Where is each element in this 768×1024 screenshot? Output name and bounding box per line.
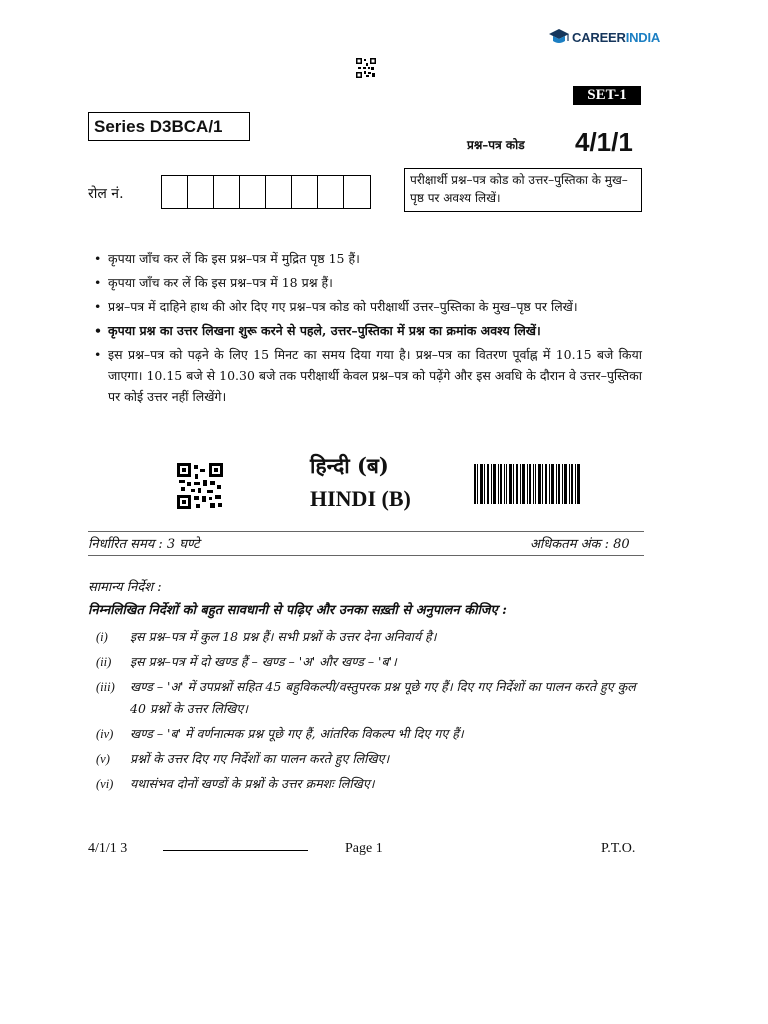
instruction-text: खण्ड – 'अ' में उपप्रश्नों सहित 45 बहुविकल्पी/वस्तुपरक प्रश्न पूछे गए हैं। दिए गए निर्देशों का पालन करते हुए कुल 40 प्रश्नों के उत्तर लिखिए। — [130, 679, 636, 716]
logo-text: CAREERINDIA — [572, 29, 661, 45]
subject-title-hindi: हिन्दी (ब) — [310, 453, 389, 478]
set-badge: SET-1 — [573, 86, 641, 105]
roll-number-cell[interactable] — [214, 176, 240, 208]
footer-divider — [163, 850, 308, 851]
checklist-item: • प्रश्न–पत्र में दाहिने हाथ की ओर दिए गए प्रश्न–पत्र कोड को परीक्षार्थी उत्तर–पुस्तिका के मुख–पृष्ठ पर लिखें। — [92, 296, 642, 317]
instruction-item — [88, 773, 644, 795]
checklist-item: • कृपया जाँच कर लें कि इस प्रश्न–पत्र में मुद्रित पृष्ठ 15 हैं। — [92, 248, 642, 269]
checklist-item: • इस प्रश्न–पत्र को पढ़ने के लिए 15 मिनट का समय दिया गया है। प्रश्न–पत्र का वितरण पूर्वाह्न में 10.15 बजे किया जाएगा। 10.15 बजे से 10.30 बजे तक परीक्षार्थी केवल प्रश्न–पत्र को पढ़ेंगे और इस अवधि के दौरान वे उत्तर–पुस्तिका पर कोई उत्तर नहीं लिखेंगे। — [92, 344, 642, 407]
instruction-text: खण्ड – 'ब' में वर्णनात्मक प्रश्न पूछे गए हैं, आंतरिक विकल्प भी दिए गए हैं। — [130, 726, 464, 741]
roll-number-boxes[interactable] — [161, 175, 371, 209]
roll-number-cell[interactable] — [318, 176, 344, 208]
roll-number-cell[interactable] — [266, 176, 292, 208]
checklist-item: • कृपया जाँच कर लें कि इस प्रश्न–पत्र में 18 प्रश्न हैं। — [92, 272, 642, 293]
roll-number-cell[interactable] — [162, 176, 188, 208]
qr-code-small-icon — [356, 58, 376, 78]
instruction-number: (iv) — [96, 727, 114, 741]
instruction-item — [88, 626, 644, 648]
instruction-number: (ii) — [96, 655, 112, 669]
instruction-number: (iii) — [96, 680, 115, 694]
checklist-item: • कृपया प्रश्न का उत्तर लिखना शुरू करने से पहले, उत्तर–पुस्तिका में प्रश्न का क्रमांक अवश्य लिखें। — [92, 320, 642, 341]
instruction-number: (i) — [96, 630, 108, 644]
instruction-item — [88, 676, 644, 720]
instruction-text: यथासंभव दोनों खण्डों के प्रश्नों के उत्तर क्रमशः लिखिए। — [130, 776, 375, 791]
instruction-item — [88, 748, 644, 770]
instruction-item — [88, 651, 644, 673]
roll-number-cell[interactable] — [344, 176, 370, 208]
subject-title-english: HINDI (B) — [310, 486, 411, 511]
instruction-text: प्रश्नों के उत्तर दिए गए निर्देशों का पालन करते हुए लिखिए। — [130, 751, 390, 766]
general-instructions-heading: सामान्य निर्देश : — [88, 580, 162, 595]
divider — [88, 555, 644, 556]
instruction-text: इस प्रश्न–पत्र में दो खण्ड हैं – खण्ड – 'अ' और खण्ड – 'ब'। — [130, 654, 397, 669]
footer-paper-code: 4/1/1 3 — [88, 841, 128, 856]
instruction-text: इस प्रश्न–पत्र में कुल 18 प्रश्न हैं। सभी प्रश्नों के उत्तर देना अनिवार्य है। — [130, 629, 437, 644]
general-instructions-subheading: निम्नलिखित निर्देशों को बहुत सावधानी से पढ़िए और उनका सख़्ती से अनुपालन कीजिए : — [88, 603, 507, 618]
roll-number-cell[interactable] — [240, 176, 266, 208]
time-allowed: निर्धारित समय : 3 घण्टे — [88, 537, 200, 552]
divider — [88, 531, 644, 532]
graduation-cap-icon — [548, 26, 570, 48]
careerindia-logo — [548, 24, 660, 50]
roll-number-label: रोल नं. — [88, 186, 124, 202]
checklist — [92, 248, 642, 410]
instruction-number: (vi) — [96, 777, 114, 791]
code-instruction-note: परीक्षार्थी प्रश्न–पत्र कोड को उत्तर–पुस्तिका के मुख–पृष्ठ पर अवश्य लिखें। — [404, 168, 642, 212]
maximum-marks: अधिकतम अंक : 80 — [530, 537, 630, 552]
series-code: Series D3BCA/1 — [88, 112, 250, 141]
paper-code-value: 4/1/1 — [575, 127, 633, 157]
instruction-number: (v) — [96, 752, 110, 766]
roll-number-cell[interactable] — [188, 176, 214, 208]
paper-code-label: प्रश्न–पत्र कोड — [467, 138, 525, 152]
please-turn-over: P.T.O. — [601, 841, 636, 856]
roll-number-cell[interactable] — [292, 176, 318, 208]
general-instructions-list — [88, 626, 644, 798]
barcode-icon — [474, 464, 582, 504]
qr-code-icon — [177, 463, 223, 509]
page-number: Page 1 — [345, 841, 383, 856]
instruction-item — [88, 723, 644, 745]
